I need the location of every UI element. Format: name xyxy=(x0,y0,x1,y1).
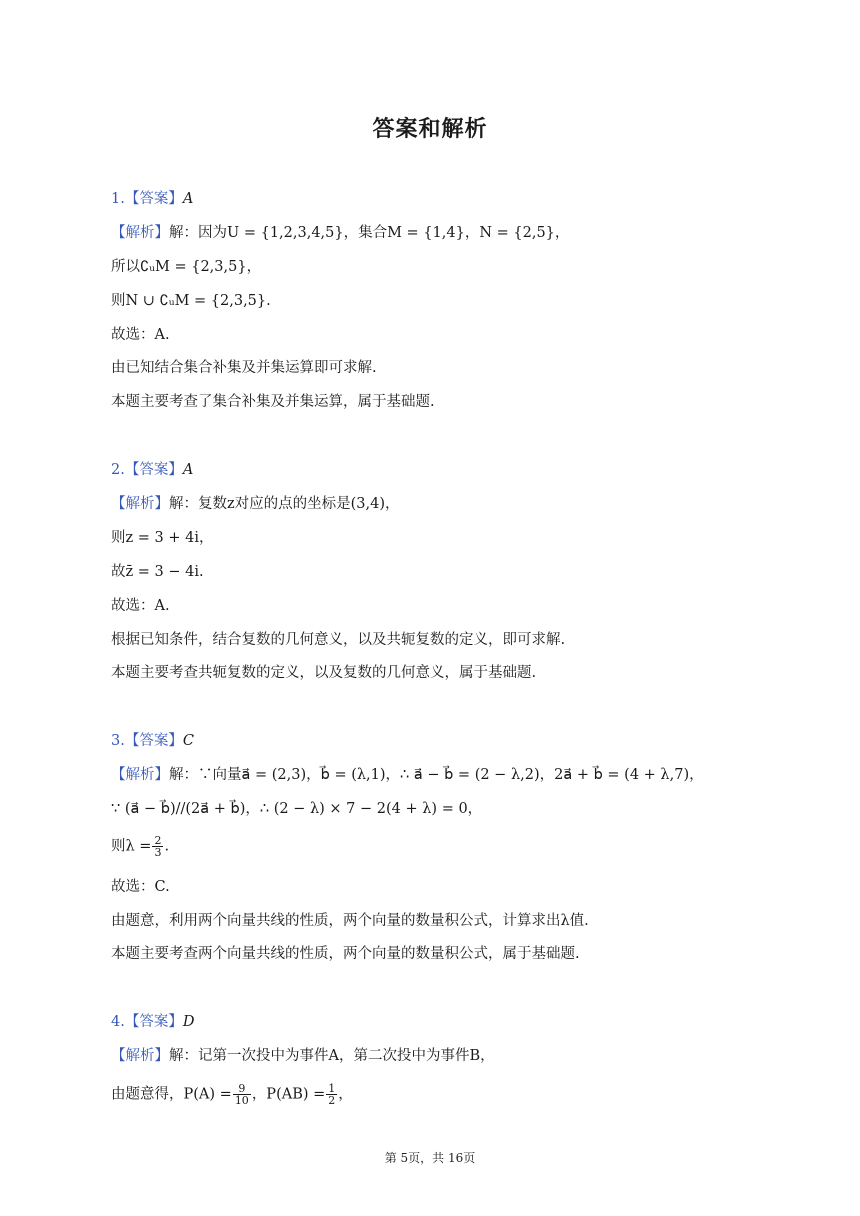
q3-line-3-text: 则λ = xyxy=(111,838,152,855)
q4-frac2-num: 1 xyxy=(328,1082,336,1095)
q3-frac-num: 2 xyxy=(154,834,162,847)
q3-line-6: 本题主要考查两个向量共线的性质，两个向量的数量积公式，属于基础题. xyxy=(111,946,580,962)
analysis-label: 【解析】 xyxy=(111,767,169,783)
q4-answer-line xyxy=(111,1012,194,1032)
answer-label: 【答案】 xyxy=(124,191,183,207)
q4-line-2 xyxy=(111,1083,353,1106)
q1-line-5: 由已知结合集合补集及并集运算即可求解. xyxy=(111,360,377,376)
answer-label: 【答案】 xyxy=(124,1014,183,1030)
analysis-label: 【解析】 xyxy=(111,496,169,512)
q2-line-2: 则z = 3 + 4i， xyxy=(111,530,214,546)
q4-frac1-den: 10 xyxy=(234,1094,249,1107)
q3-line-4: 故选：C. xyxy=(111,879,170,895)
q4-fraction-1 xyxy=(233,1083,251,1106)
q3-answer: C xyxy=(182,733,194,749)
q4-frac1-num: 9 xyxy=(233,1083,251,1095)
page-title: 答案和解析 xyxy=(372,117,488,142)
q4-number: 4. xyxy=(111,1014,125,1030)
q3-frac-den: 3 xyxy=(154,846,162,859)
q4-answer: D xyxy=(182,1014,195,1030)
q1-answer: A xyxy=(182,191,194,207)
q2-line-5: 根据已知条件，结合复数的几何意义，以及共轭复数的定义，即可求解. xyxy=(111,632,566,648)
page-footer: 第 5页，共 16页 xyxy=(384,1151,476,1165)
q1-line-2: 所以∁ᵤM = {2,3,5}， xyxy=(111,259,262,275)
q1-number: 1. xyxy=(111,191,125,207)
q3-line-5: 由题意，利用两个向量共线的性质，两个向量的数量积公式，计算求出λ值. xyxy=(111,913,589,929)
q4-line-2-mid: ，P(AB) = xyxy=(251,1086,326,1103)
q4-frac2-den: 2 xyxy=(328,1094,336,1107)
analysis-label: 【解析】 xyxy=(111,225,169,241)
q2-answer: A xyxy=(182,462,194,478)
q2-line-1: 解：复数z对应的点的坐标是(3,4)， xyxy=(169,496,400,512)
q2-line-3: 故z̄ = 3 − 4i. xyxy=(111,564,204,580)
analysis-label: 【解析】 xyxy=(111,1048,169,1064)
q3-line-3 xyxy=(111,835,169,858)
q2-analysis-line xyxy=(111,494,400,514)
q1-line-3: 则N ∪ ∁ᵤM = {2,3,5}. xyxy=(111,293,271,309)
q3-line-2: ∵ (a⃗ − b⃗)//(2a⃗ + b⃗)，∴ (2 − λ) × 7 − 2(4 + λ) = 0， xyxy=(111,801,483,817)
q4-frac2-after: ， xyxy=(338,1086,353,1103)
q4-analysis-line xyxy=(111,1046,495,1066)
q3-number: 3. xyxy=(111,733,125,749)
answer-label: 【答案】 xyxy=(124,733,183,749)
q1-answer-line xyxy=(111,189,193,209)
q2-number: 2. xyxy=(111,462,125,478)
q2-answer-line xyxy=(111,460,193,480)
q1-analysis-line xyxy=(111,223,569,243)
q2-line-6: 本题主要考查共轭复数的定义，以及复数的几何意义，属于基础题. xyxy=(111,665,537,681)
q3-fraction xyxy=(152,835,163,858)
q4-line-1: 解：记第一次投中为事件A，第二次投中为事件B， xyxy=(169,1048,495,1064)
q2-line-4: 故选：A. xyxy=(111,598,170,614)
q3-answer-line xyxy=(111,731,194,751)
q3-frac-after: . xyxy=(164,838,170,855)
q1-line-6: 本题主要考查了集合补集及并集运算，属于基础题. xyxy=(111,394,435,410)
answer-label: 【答案】 xyxy=(124,462,183,478)
q3-analysis-line xyxy=(111,765,704,785)
q1-line-1: 解：因为U = {1,2,3,4,5}，集合M = {1,4}，N = {2,5}， xyxy=(169,225,570,241)
q4-fraction-2 xyxy=(326,1083,337,1106)
q4-line-2-text: 由题意得，P(A) = xyxy=(111,1086,232,1103)
q1-line-4: 故选：A. xyxy=(111,327,170,343)
q3-line-1: 解：∵向量a⃗ = (2,3)，b⃗ = (λ,1)，∴ a⃗ − b⃗ = (2 − λ,2)，2a⃗ + b⃗ = (4 + λ,7)， xyxy=(169,767,704,783)
